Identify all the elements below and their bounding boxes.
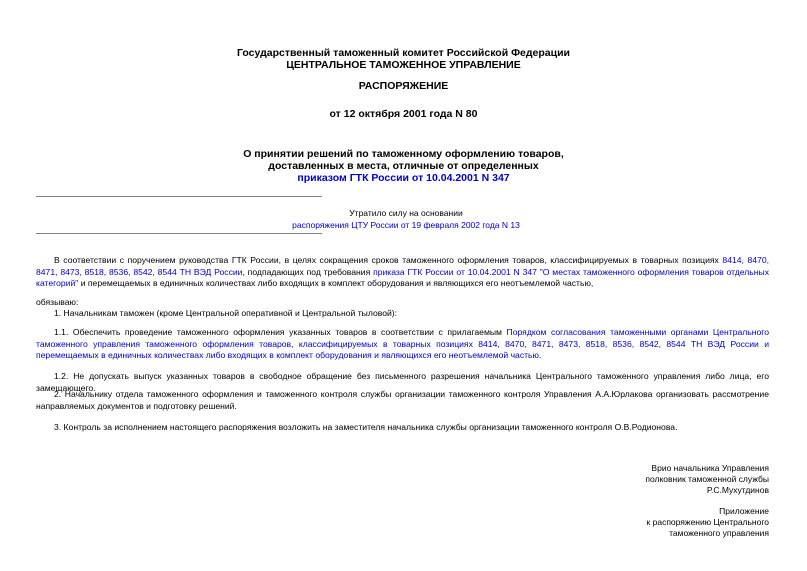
repeal-order-link[interactable]: распоряжения ЦТУ России от 19 февраля 2002 года N 13 <box>292 220 520 230</box>
separator-bottom <box>36 233 322 234</box>
subject-order-line <box>0 172 807 184</box>
obligate-word: обязываю: <box>36 297 79 307</box>
intro-paragraph <box>36 255 769 290</box>
status-text: Утратило силу на основании <box>349 208 463 218</box>
signer-rank: полковник таможенной службы <box>645 474 769 484</box>
subject-line-2: доставленных в места, отличные от определенных <box>268 160 539 172</box>
intro-text-1: В соответствии с поручением руководства ГТК России, в целях сокращения сроков таможенного оформления товаров, классифицируемых в товарных позициях <box>54 255 723 265</box>
appendix-block <box>647 506 769 539</box>
order-347-title-link[interactable]: приказа ГТК России от 10.04.2001 N 347 "О местах таможенного оформления товаров отдельных категорий" <box>36 266 769 288</box>
separator-top <box>36 196 322 197</box>
item-3: 3. Контроль за исполнением настоящего распоряжения возложить на заместителя начальника службы организации таможенного контроля О.В.Родионова. <box>54 422 678 432</box>
signer-position: Врио начальника Управления <box>651 463 769 473</box>
appendix-title: Приложение <box>719 506 769 516</box>
signer-name: Р.С.Мухутдинов <box>706 485 769 495</box>
subject-line-1: О принятии решений по таможенному оформлению товаров, <box>243 148 564 160</box>
item-1-1-text: 1.1. Обеспечить проведение таможенного оформления указанных товаров в соответствии с прилагаемым <box>54 327 507 337</box>
tn-ved-codes-link[interactable]: 8414, 8470, 8471, 8473, 8518, 8536, 8542, 8544 ТН ВЭД России <box>36 255 769 277</box>
document-date-number: от 12 октября 2001 года N 80 <box>329 108 478 120</box>
org-name: Государственный таможенный комитет Российской Федерации <box>236 47 571 59</box>
order-347-link[interactable]: приказом ГТК России от 10.04.2001 N 347 <box>297 172 510 184</box>
document-type: РАСПОРЯЖЕНИЕ <box>358 80 449 92</box>
item-1: 1. Начальникам таможен (кроме Центральной оперативной и Центральной тыловой): <box>54 308 398 318</box>
appendix-line-2: к распоряжению Центрального <box>646 517 769 527</box>
intro-text-3: и перемещаемых в единичных количествах либо входящих в комплект оборудования и являющихся его неотъемлемой частью, <box>78 278 594 288</box>
procedure-link[interactable]: Порядком согласования таможенными органами Центрального таможенного управления таможенного оформления товаров, классифицируемых в товарных позициях 8414, 8470, 8471, 8473, 8518, 8536, 8542, 8544 ТН ВЭД России и перемещаемых в единичных количествах либо входящих в комплект оборудования и являющихся его неотъемлемой частью <box>36 327 770 360</box>
item-1-2: 1.2. Не допускать выпуск указанных товаров в свободное обращение без письменного разрешения начальника Центрального таможенного управления либо лица, его замещающего. <box>36 371 769 393</box>
item-1-1 <box>36 327 769 362</box>
intro-text-2: , подпадающих под требования <box>242 266 374 277</box>
item-1-1-end: . <box>538 350 542 360</box>
appendix-line-3: таможенного управления <box>669 528 769 538</box>
item-2: 2. Начальнику отдела таможенного оформления и таможенного контроля службы организации таможенного контроля Управления А.А.Юрлакова организовать рассмотрение направляемых документов и подготовку решений. <box>36 389 769 411</box>
department-name: ЦЕНТРАЛЬНОЕ ТАМОЖЕННОЕ УПРАВЛЕНИЕ <box>286 59 521 71</box>
signature-block <box>645 463 769 496</box>
status-link-line <box>36 219 776 231</box>
